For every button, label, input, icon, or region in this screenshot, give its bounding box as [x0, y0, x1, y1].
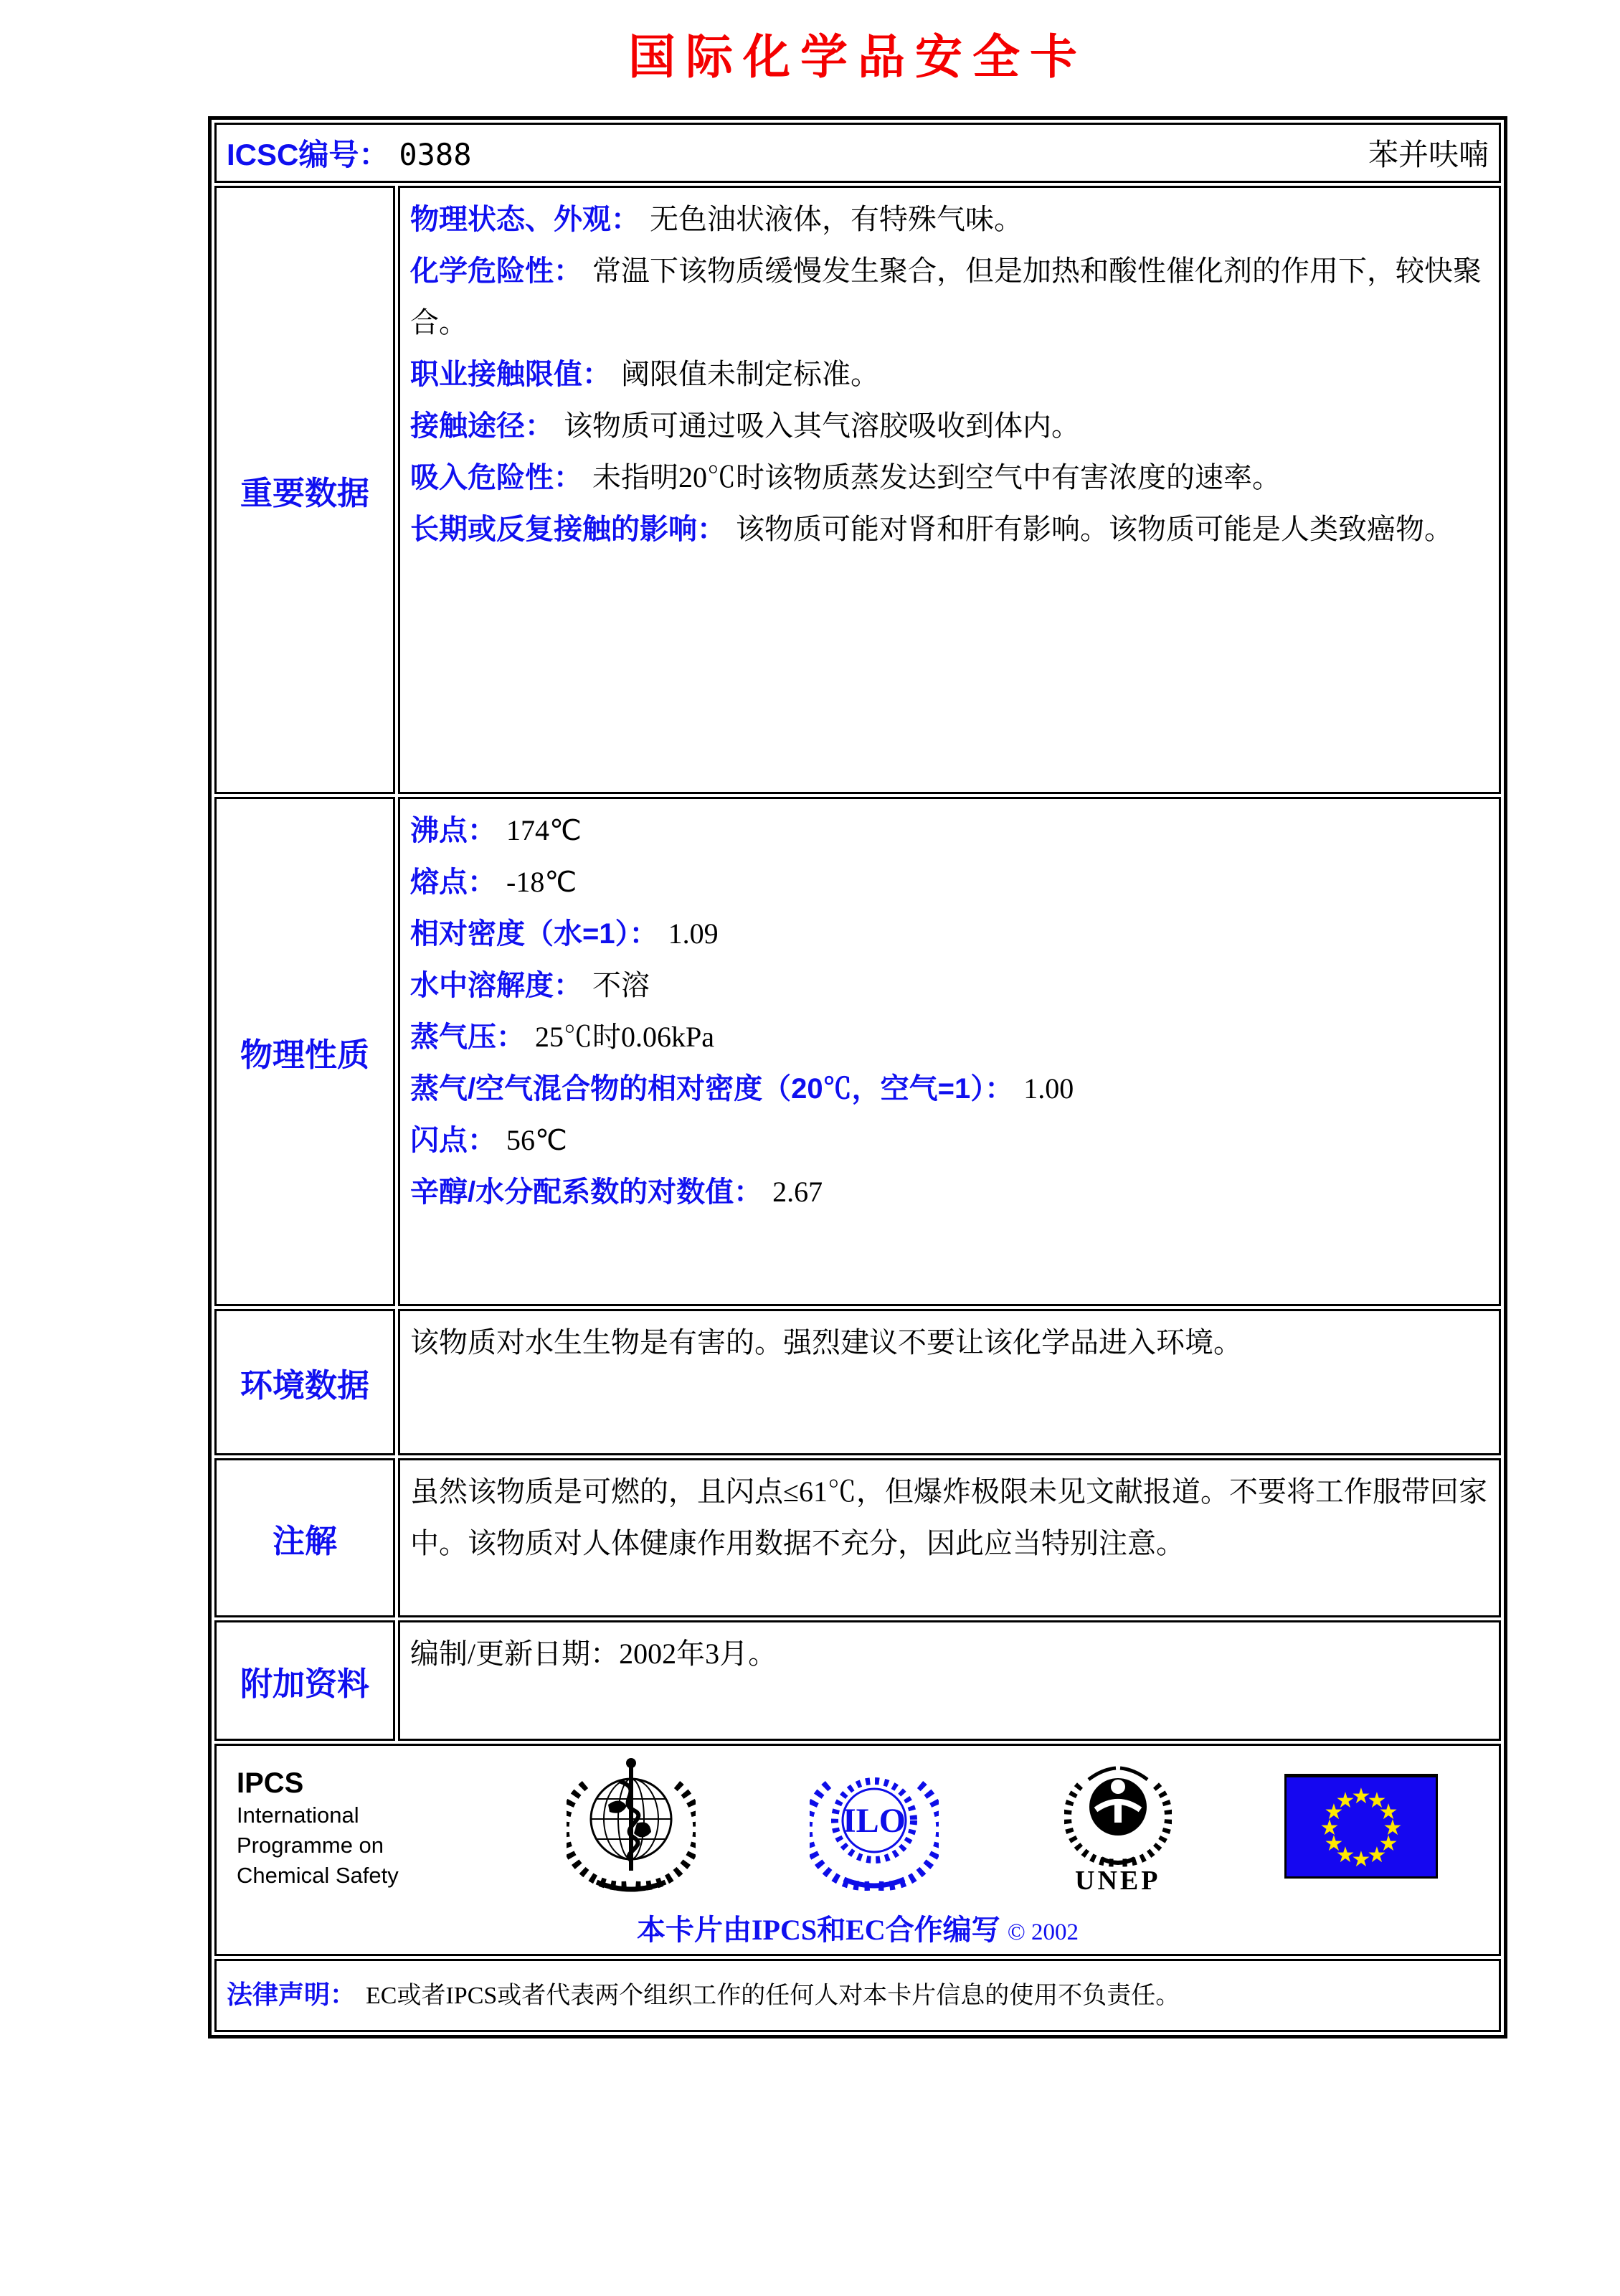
legal-cell	[214, 1959, 1501, 2032]
svg-text:★: ★	[1351, 1848, 1371, 1871]
physical-property-item: 熔点： -18℃	[410, 866, 577, 898]
important-data-item: 长期或反复接触的影响： 该物质可能对肾和肝有影响。该物质可能是人类致癌物。	[410, 513, 1453, 545]
chemical-name: 苯并呋喃	[1368, 139, 1489, 172]
ipcs-text-block: IPCS International Programme on Chemical Safety	[232, 1766, 509, 1891]
important-data-label: 重要数据	[214, 186, 395, 794]
svg-text:★: ★	[1383, 1816, 1403, 1840]
svg-text:★: ★	[1378, 1800, 1398, 1824]
who-logo-slot	[509, 1754, 753, 1901]
unep-logo-icon	[1064, 1759, 1172, 1867]
physical-property-item: 闪点： 56℃	[410, 1124, 567, 1156]
unep-label: UNEP	[1075, 1866, 1161, 1896]
notes-label: 注解	[214, 1458, 395, 1617]
physical-property-item: 蒸气压： 25℃时0.06kPa	[410, 1021, 714, 1053]
environmental-data-label: 环境数据	[214, 1309, 395, 1455]
ipcs-title: IPCS	[237, 1767, 304, 1799]
credit-text: 本卡片由IPCS和EC合作编写	[636, 1914, 1000, 1946]
important-data-item: 化学危险性： 常温下该物质缓慢发生聚合，但是加热和酸性催化剂的作用下，较快聚合。	[410, 255, 1482, 339]
physical-property-item: 辛醇/水分配系数的对数值： 2.67	[410, 1176, 823, 1208]
important-data-item: 接触途径： 该物质可通过吸入其气溶胶吸收到体内。	[410, 410, 1080, 442]
physical-property-item: 水中溶解度： 不溶	[410, 969, 650, 1001]
svg-text:★: ★	[1378, 1832, 1398, 1856]
ilo-logo-icon	[810, 1754, 939, 1898]
additional-info-row	[214, 1620, 1501, 1741]
important-data-item: 职业接触限值： 阈限值未制定标准。	[410, 358, 879, 390]
icsc-number-group	[227, 131, 472, 174]
legal-row	[214, 1959, 1501, 2032]
important-data-item: 吸入危险性： 未指明20℃时该物质蒸发达到空气中有害浓度的速率。	[410, 461, 1281, 493]
physical-property-item: 相对密度（水=1）： 1.09	[410, 917, 719, 950]
environmental-data-content: 该物质对水生生物是有害的。强烈建议不要让该化学品进入环境。	[398, 1309, 1501, 1455]
svg-text:★: ★	[1367, 1788, 1387, 1813]
ilo-letters: ILO	[843, 1802, 906, 1840]
important-data-content	[398, 186, 1501, 794]
svg-text:★: ★	[1351, 1785, 1371, 1808]
notes-row	[214, 1458, 1501, 1617]
icsc-card-table	[208, 116, 1507, 2038]
svg-text:★: ★	[1320, 1816, 1340, 1840]
additional-info-label: 附加资料	[214, 1620, 395, 1741]
icsc-number-value: 0388	[399, 137, 472, 172]
eu-flag-icon	[1284, 1774, 1438, 1879]
legal-text: EC或者IPCS或者代表两个组织工作的任何人对本卡片信息的使用不负责任。	[366, 1983, 1180, 2009]
additional-info-content: 编制/更新日期：2002年3月。	[398, 1620, 1501, 1741]
notes-content: 虽然该物质是可燃的，且闪点≤61℃，但爆炸极限未见文献报道。不要将工作服带回家中。该物质对人体健康作用数据不充分，因此应当特别注意。	[398, 1458, 1501, 1617]
who-logo-icon	[567, 1754, 696, 1898]
svg-text:★: ★	[1335, 1843, 1355, 1868]
svg-text:★: ★	[1324, 1800, 1344, 1824]
physical-property-item: 蒸气/空气混合物的相对密度（20℃，空气=1）： 1.00	[410, 1072, 1074, 1105]
unep-logo-slot	[996, 1759, 1240, 1896]
important-data-row	[214, 186, 1501, 794]
eu-flag-slot	[1240, 1774, 1484, 1882]
environmental-data-row	[214, 1309, 1501, 1455]
physical-property-item: 沸点： 174℃	[410, 814, 582, 846]
important-data-item: 物理状态、外观： 无色油状液体，有特殊气味。	[410, 203, 1023, 235]
copyright-text: © 2002	[1007, 1919, 1079, 1945]
header-row	[214, 123, 1501, 183]
physical-properties-content	[398, 797, 1501, 1306]
logos-row	[214, 1744, 1501, 1956]
page-title: 国际化学品安全卡	[628, 29, 1087, 85]
legal-label: 法律声明：	[227, 1980, 356, 2009]
svg-text:★: ★	[1324, 1832, 1344, 1856]
svg-text:★: ★	[1367, 1843, 1387, 1868]
ilo-logo-slot	[753, 1754, 997, 1901]
svg-text:★: ★	[1335, 1788, 1355, 1813]
physical-properties-label: 物理性质	[214, 797, 395, 1306]
physical-properties-row	[214, 797, 1501, 1306]
icsc-number-label: ICSC编号：	[227, 138, 389, 171]
credit-line	[227, 1907, 1489, 1948]
